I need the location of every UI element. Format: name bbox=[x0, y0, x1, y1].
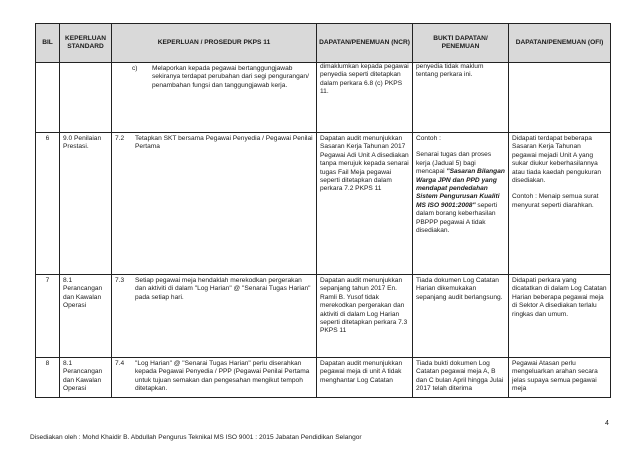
cell-keperluan: 9.0 Penilaian Prestasi. bbox=[60, 133, 112, 275]
bukti-emphasis: "Sasaran Bilangan Warga JPN dan PPD yang mendapat pendedahan Sistem Pengurusan Kualiti MS ISO 9001:2008" bbox=[416, 168, 505, 209]
cell-bukti: Tiada dokumen Log Catatan Harian dikemukakan sepanjang audit berlangsung. bbox=[413, 275, 509, 358]
cell-ofi bbox=[509, 63, 611, 133]
cell-bukti bbox=[413, 133, 509, 275]
cell-keperluan bbox=[60, 63, 112, 133]
cell-ofi: Pegawai Atasan perlu mengeluarkan arahan secara jelas supaya semua pegawai meja bbox=[509, 358, 611, 398]
ofi-text: Didapati terdapat beberapa Sasaran Kerja Tahunan pegawai mejadi Unit A yang sukar diukur keberhasilannya atau tiada kaedah pengukuran disediakan. bbox=[512, 135, 602, 185]
page-footer: Disediakan oleh : Mohd Khaidir B. Abdullah Pengurus Teknikal MS ISO 9001 : 2015 Jabatan Pendidikan Selangor bbox=[30, 434, 362, 441]
cell-keperluan: 8.1 Perancangan dan Kawalan Operasi bbox=[60, 358, 112, 398]
cell-ofi: Didapati perkara yang dicatatkan di dalam Log Catatan Harian beberapa pegawai meja di Sektor A disediakan terlalu ringkas dan umum. bbox=[509, 275, 611, 358]
bukti-intro: Contoh : bbox=[416, 135, 441, 142]
item-text: "Log Harian" @ "Senarai Tugas Harian" perlu diserahkan kepada Pegawai Penyedia / PPP (Pegawai Penilai Pertama untuk tujuan semakan dan pengesahan mengikut tempoh ditetapkan. bbox=[135, 360, 310, 393]
item-number: 7.3 bbox=[115, 277, 125, 284]
header-bukti: BUKTI DAPATAN/ PENEMUAN bbox=[413, 24, 509, 63]
cell-bil: 7 bbox=[36, 275, 60, 358]
page-number: 4 bbox=[605, 420, 609, 427]
cell-ncr: Dapatan audit menunjukkan Sasaran Kerja Tahunan 2017 Pegawai Adi Unit A disediakan tanpa merujuk kepada senarai tugas Fail Meja pegawai seperti ditetapkan dalam perkara 7.2 PKPS 11 bbox=[317, 133, 413, 275]
header-keperluan: KEPERLUAN STANDARD bbox=[60, 24, 112, 63]
cell-prosedur bbox=[112, 275, 317, 358]
cell-ncr: Dapatan audit menunjukkan sepanjang tahun 2017 En. Ramli B. Yusof tidak merekodkan pergerakan dan aktiviti di dalam Log Harian seperti ditetapkan perkara 7.3 PKPS 11 bbox=[317, 275, 413, 358]
header-prosedur: KEPERLUAN / PROSEDUR PKPS 11 bbox=[112, 24, 317, 63]
cell-ncr: Dapatan audit menunjukkan pegawai meja di unit A tidak menghantar Log Catatan bbox=[317, 358, 413, 398]
table-row bbox=[36, 358, 611, 398]
header-bil: BIL bbox=[36, 24, 60, 63]
table-row bbox=[36, 133, 611, 275]
cell-prosedur bbox=[112, 358, 317, 398]
header-ofi: DAPATAN/PENEMUAN (OFI) bbox=[509, 24, 611, 63]
audit-findings-table bbox=[35, 23, 611, 398]
bukti-text: Senarai tugas dan proses kerja (Jadual 5) bagi mencapai bbox=[416, 151, 492, 176]
cell-bil bbox=[36, 63, 60, 133]
cell-ofi bbox=[509, 133, 611, 275]
table-row bbox=[36, 275, 611, 358]
cell-bukti: penyedia tidak maklum tentang perkara ini. bbox=[413, 63, 509, 133]
ofi-example: Contoh : Menaip semua surat menyurat seperti diarahkan. bbox=[512, 193, 599, 209]
cell-bil: 6 bbox=[36, 133, 60, 275]
item-number: c) bbox=[132, 65, 138, 72]
table-row bbox=[36, 63, 611, 133]
cell-bukti: Tiada bukti dokumen Log Catatan pegawai meja A, B dan C bulan April hingga Julai 2017 telah diterima bbox=[413, 358, 509, 398]
item-text: Melaporkan kepada pegawai bertanggungjawab sekiranya terdapat perubahan dari segi pengurangan/ penambahan fungsi dan tanggungjawab kerja. bbox=[152, 65, 309, 89]
item-text: Tetapkan SKT bersama Pegawai Penyedia / Pegawai Penilai Pertama bbox=[135, 135, 313, 151]
cell-keperluan: 8.1 Perancangan dan Kawalan Operasi bbox=[60, 275, 112, 358]
item-number: 7.4 bbox=[115, 360, 125, 367]
cell-ncr: dimaklumkan kepada pegawai penyedia seperti ditetapkan dalam perkara 6.8 (c) PKPS 11. bbox=[317, 63, 413, 133]
cell-prosedur bbox=[112, 133, 317, 275]
table-header-row bbox=[36, 24, 611, 63]
bukti-text-end: seperti dalam borang keberhasilan PBPPP pegawai A tidak disediakan. bbox=[416, 201, 498, 235]
item-text: Setiap pegawai meja hendaklah merekodkan pergerakan dan aktiviti di dalam "Log Harian" @ "Senarai Tugas Harian" pada setiap hari. bbox=[135, 277, 311, 301]
header-ncr: DAPATAN/PENEMUAN (NCR) bbox=[317, 24, 413, 63]
cell-bil: 8 bbox=[36, 358, 60, 398]
item-number: 7.2 bbox=[115, 135, 125, 142]
cell-prosedur bbox=[112, 63, 317, 133]
